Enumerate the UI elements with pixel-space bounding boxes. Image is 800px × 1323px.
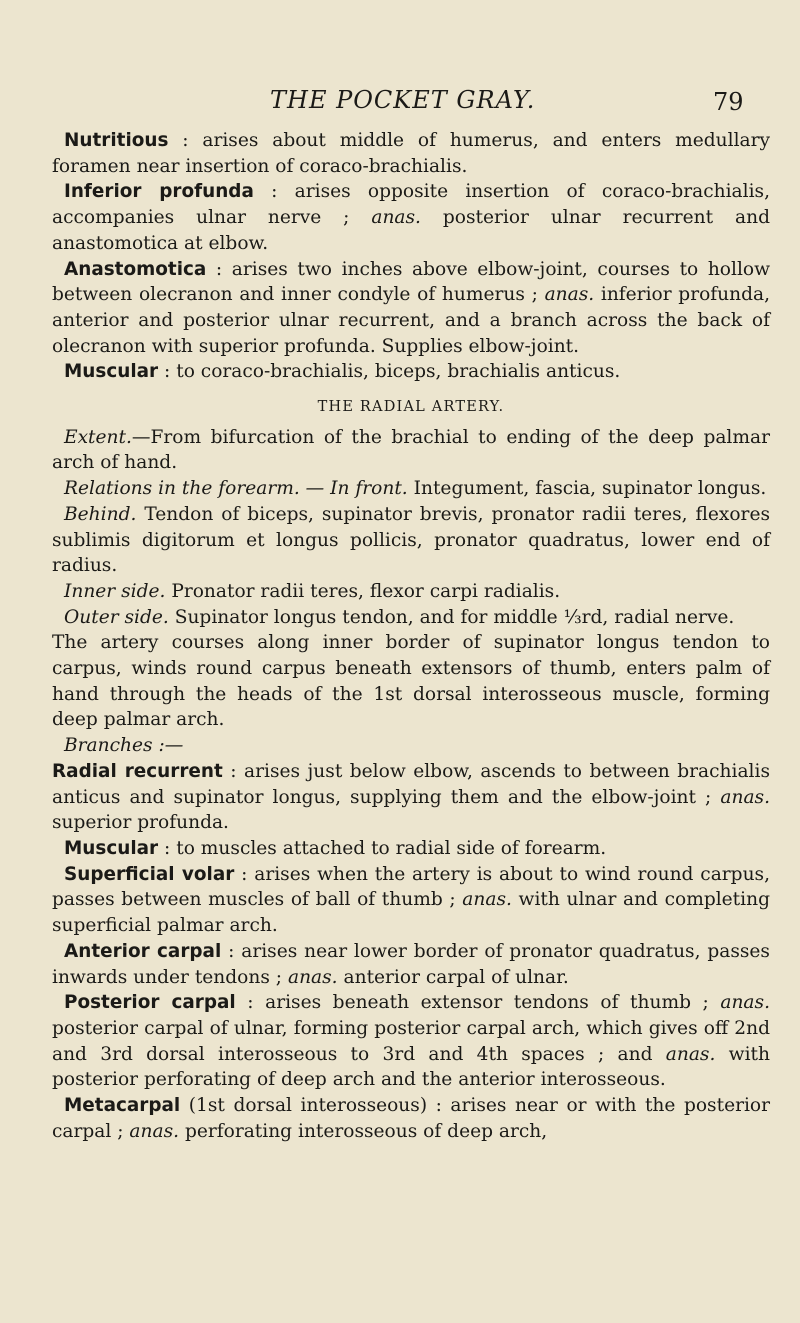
entry-text-cont: inferior profunda, anterior and posterior ulnar recurrent, and a branch across the back of olecranon with superior profunda. Supplies elbow-joint.	[52, 284, 771, 357]
relations-inner-label: Inner side.	[64, 580, 166, 602]
branch-text: : to muscles attached to radial side of forearm.	[164, 837, 607, 859]
entry-muscular	[52, 359, 770, 385]
branches-label: Branches :—	[64, 735, 184, 757]
branch-metacarpal	[52, 1093, 770, 1144]
branch-heading: Superficial volar	[64, 863, 235, 885]
anas-abbrev: anas.	[720, 992, 770, 1014]
branch-text-cont: posterior carpal of ulnar, forming posterior carpal arch, which gives off 2nd and 3rd dorsal interosseous to 3rd and 4th spaces ; and	[52, 1017, 770, 1065]
extent-paragraph	[52, 425, 770, 476]
relations-outer-text: Supinator longus tendon, and for middle ⅓rd, radial nerve.	[168, 606, 735, 628]
entry-heading: Nutritious	[64, 130, 169, 151]
entry-anastomotica	[52, 257, 770, 360]
relations-behind	[52, 502, 770, 579]
relations-outer-label: Outer side.	[64, 606, 169, 628]
branch-heading: Metacarpal	[64, 1095, 181, 1117]
relations-inner	[52, 579, 770, 605]
entry-nutritious	[52, 128, 770, 179]
entry-inferior-profunda	[52, 179, 770, 256]
relations-front-text: Integument, fascia, supinator longus.	[407, 478, 767, 500]
entry-heading: Anastomotica	[64, 258, 207, 280]
relations-behind-label: Behind.	[64, 503, 137, 525]
branch-radial-recurrent	[52, 759, 770, 836]
extent-label: Extent.	[64, 426, 132, 448]
branch-text-cont: perforating interosseous of deep arch,	[179, 1120, 548, 1142]
branch-text: : arises just below elbow, ascends to between brachialis anticus and supinator longus, supplying them and the elbow-joint ;	[52, 760, 770, 808]
anas-abbrev: anas.	[287, 966, 338, 988]
branch-superficial-volar	[52, 862, 770, 939]
page-number: 79	[713, 88, 744, 116]
relations-outer	[52, 605, 770, 631]
entry-text: : to coraco-brachialis, biceps, brachialis anticus.	[164, 361, 621, 383]
relations-front-label: Relations in the forearm. — In front.	[64, 478, 408, 500]
running-head: THE POCKET GRAY.	[270, 86, 536, 114]
branch-heading: Muscular	[64, 837, 159, 859]
branch-text-cont: anterior carpal of ulnar.	[337, 966, 569, 988]
branch-text-cont: with posterior perforating of deep arch and the anterior interosseous.	[52, 1043, 770, 1091]
relations-inner-text: Pronator radii teres, flexor carpi radialis.	[165, 580, 561, 602]
branch-posterior-carpal	[52, 990, 770, 1093]
entry-text: : arises about middle of humerus, and enters medullary foramen near insertion of coraco-brachialis.	[52, 130, 770, 177]
branch-text: : arises near lower border of pronator quadratus, passes inwards under tendons ;	[52, 940, 770, 988]
anas-abbrev: anas.	[544, 284, 595, 306]
entry-text: : arises two inches above elbow-joint, courses to hollow between olecranon and inner condyle of humerus ;	[52, 258, 771, 306]
branch-heading: Anterior carpal	[64, 940, 222, 962]
entry-heading: Inferior profunda	[64, 181, 254, 203]
branch-heading: Radial recurrent	[52, 760, 223, 782]
section-title: THE RADIAL ARTERY.	[317, 399, 505, 416]
branch-text: (1st dorsal interosseous) : arises near or with the posterior carpal ;	[52, 1095, 770, 1142]
entry-text-cont: posterior ulnar recurrent and anastomotica at elbow.	[52, 207, 770, 254]
anas-abbrev: anas.	[129, 1120, 180, 1142]
branch-anterior-carpal	[52, 939, 770, 990]
branch-text: : arises when the artery is about to wind round carpus, passes between muscles of ball of thumb ;	[52, 863, 771, 911]
relations-front	[52, 476, 770, 502]
page-header	[0, 84, 800, 124]
entry-text: : arises opposite insertion of coraco-brachialis, accompanies ulnar nerve ;	[52, 181, 770, 229]
page-body	[52, 128, 770, 1144]
branch-muscular	[52, 836, 770, 862]
branches-heading	[52, 733, 770, 759]
branch-text: : arises beneath extensor tendons of thumb ;	[247, 992, 721, 1014]
relations-behind-text: Tendon of biceps, supinator brevis, pronator radii teres, flexores sublimis digitorum et longus pollicis, pronator quadratus, lower end of radius.	[52, 503, 770, 577]
anas-abbrev: anas.	[720, 786, 770, 808]
branch-text-cont: superior profunda.	[52, 812, 229, 834]
branch-text-cont: with ulnar and completing superficial palmar arch.	[52, 889, 770, 937]
entry-heading: Muscular	[64, 361, 159, 383]
course-paragraph: The artery courses along inner border of supinator longus tendon to carpus, winds round carpus beneath extensors of thumb, enters palm of hand through the heads of the 1st dorsal interosseous muscle, forming deep palmar arch.	[52, 632, 770, 731]
branch-heading: Posterior carpal	[64, 992, 236, 1014]
extent-text: —From bifurcation of the brachial to ending of the deep palmar arch of hand.	[52, 426, 770, 474]
anas-abbrev: anas.	[371, 207, 421, 229]
anas-abbrev: anas.	[665, 1043, 716, 1065]
anas-abbrev: anas.	[462, 889, 512, 911]
